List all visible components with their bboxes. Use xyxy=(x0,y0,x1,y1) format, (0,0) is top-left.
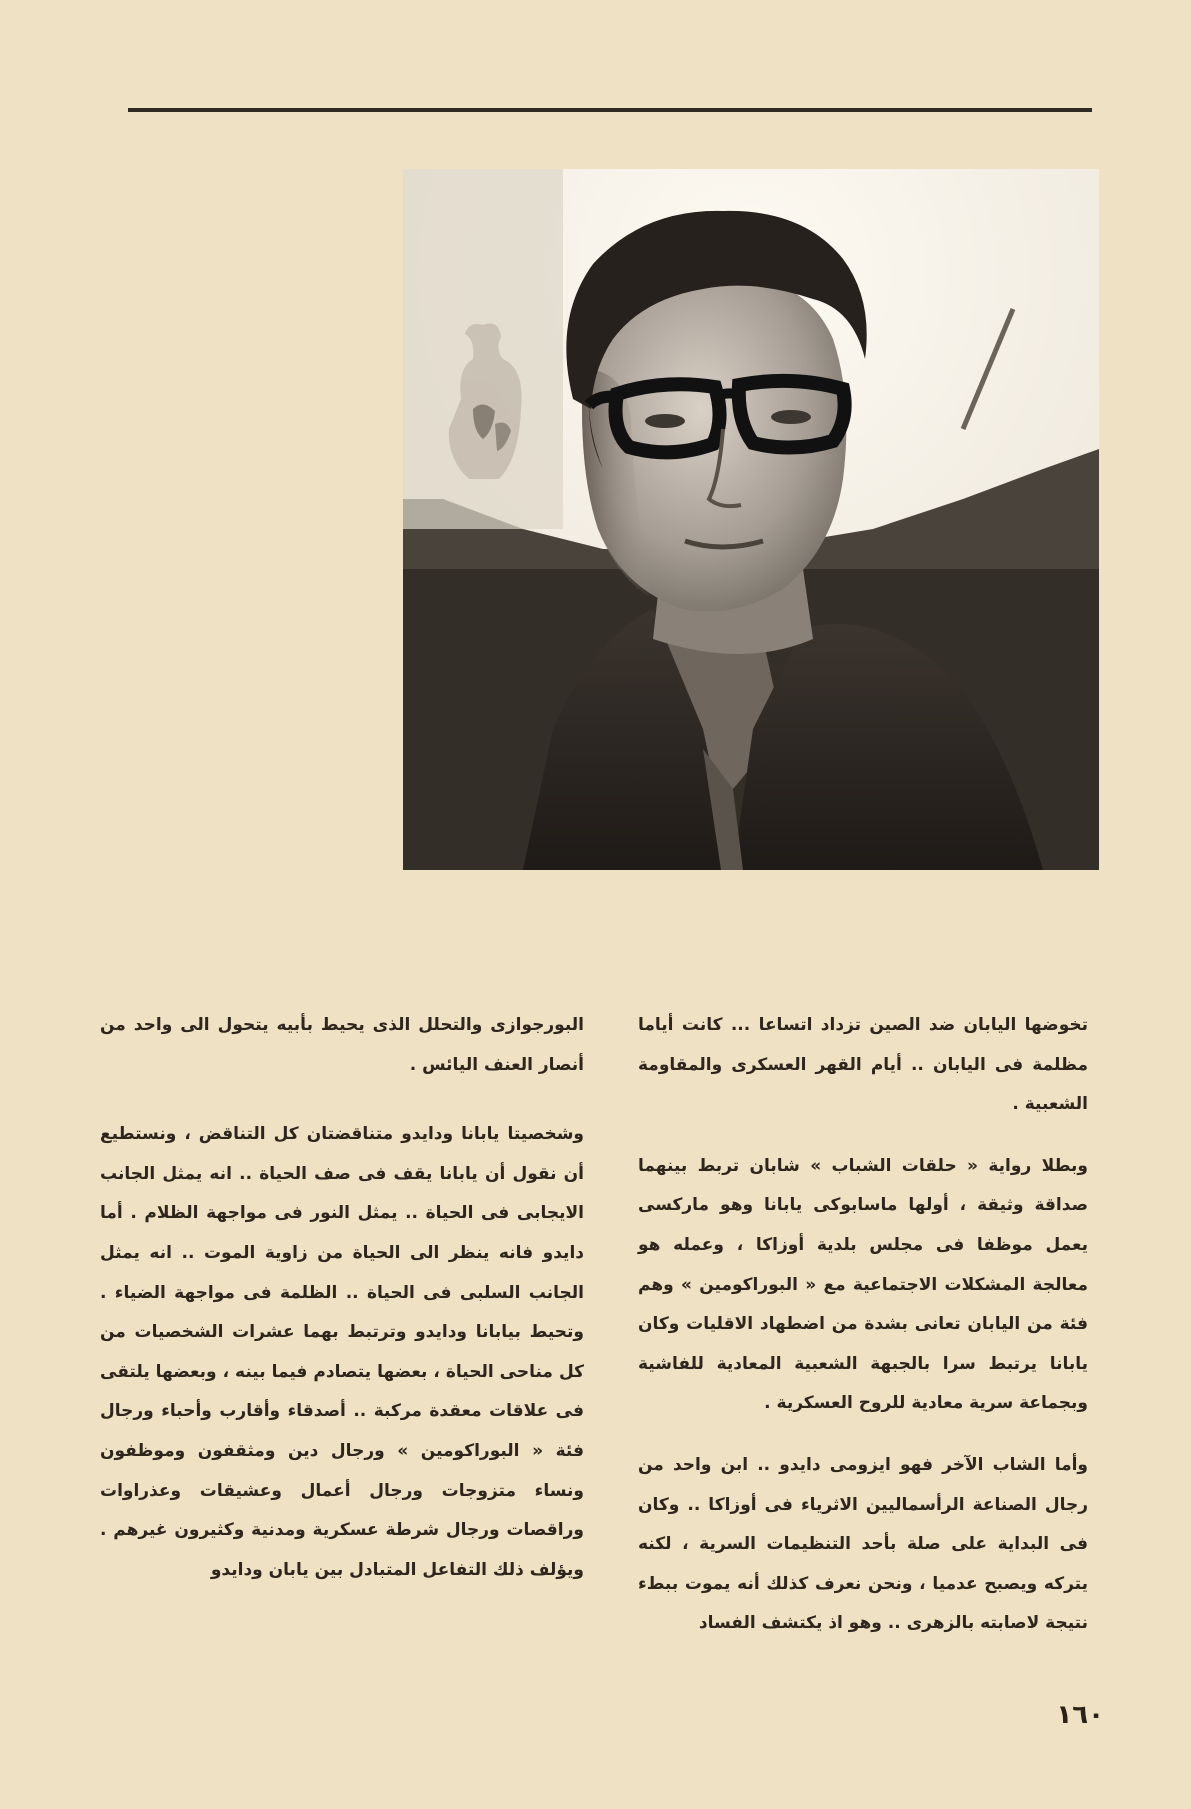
page-number: ١٦٠ xyxy=(1056,1700,1104,1730)
paragraph: تخوضها اليابان ضد الصين تزداد اتساعا ... كانت أياما مظلمة فى اليابان .. أيام القهر العسكرى والمقاومة الشعبية . xyxy=(638,1015,1088,1115)
text-column-left xyxy=(100,1006,584,1612)
paragraph: وأما الشاب الآخر فهو ايزومى دايدو .. ابن واحد من رجال الصناعة الرأسماليين الاثرياء فى أوزاكا .. وكان فى البداية على صلة بأحد التنظيمات السرية ، لكنه يتركه ويصبح عدميا ، ونحن نعرف كذلك أنه يموت ببطء نتيجة لاصابته بالزهرى .. وهو اذ يكتشف الفساد xyxy=(638,1454,1088,1634)
paragraph: وبطلا رواية « حلقات الشباب » شابان تربط بينهما صداقة وثيقة ، أولها ماسابوكى يابانا وهو ماركسى يعمل موظفا فى مجلس بلدية أوزاكا ، وعمله هو معالجة المشكلات الاجتماعية مع « البوراكومين » وهم فئة من اليابان تعانى بشدة من اضطهاد الاقليات وكان يابانا يرتبط سرا بالجبهة الشعبية المعادية للفاشية وبجماعة سرية معادية للروح العسكرية . xyxy=(638,1155,1088,1414)
text-column-right xyxy=(638,1006,1088,1666)
paragraph: البورجوازى والتحلل الذى يحيط بأبيه يتحول الى واحد من أنصار العنف اليائس . xyxy=(100,1015,584,1075)
portrait-photo xyxy=(403,169,1099,870)
header-rule xyxy=(128,108,1092,112)
paragraph: وشخصيتا يابانا ودايدو متناقضتان كل التناقض ، ونستطيع أن نقول أن يابانا يقف فى صف الحياة .. انه يمثل الجانب الايجابى فى الحياة .. يمثل النور فى مواجهة الظلام . أما دايدو فانه ينظر الى الحياة من زاوية الموت .. انه يمثل الجانب السلبى فى الحياة .. الظلمة فى مواجهة الضياء . وتحيط بيابانا ودايدو وترتبط بهما عشرات الشخصيات من كل مناحى الحياة ، بعضها يتصادم فيما بينه ، وبعضها يلتقى فى علاقات معقدة مركبة .. أصدقاء وأقارب وأحباء ورجال فئة « البوراكومين » ورجال دين ومثقفون وموظفون ونساء متزوجات ورجال أعمال وعشيقات وعذراوات وراقصات ورجال شرطة عسكرية ومدنية وكثيرون غيرهم . ويؤلف ذلك التفاعل المتبادل بين يابان ودايدو xyxy=(100,1124,584,1580)
